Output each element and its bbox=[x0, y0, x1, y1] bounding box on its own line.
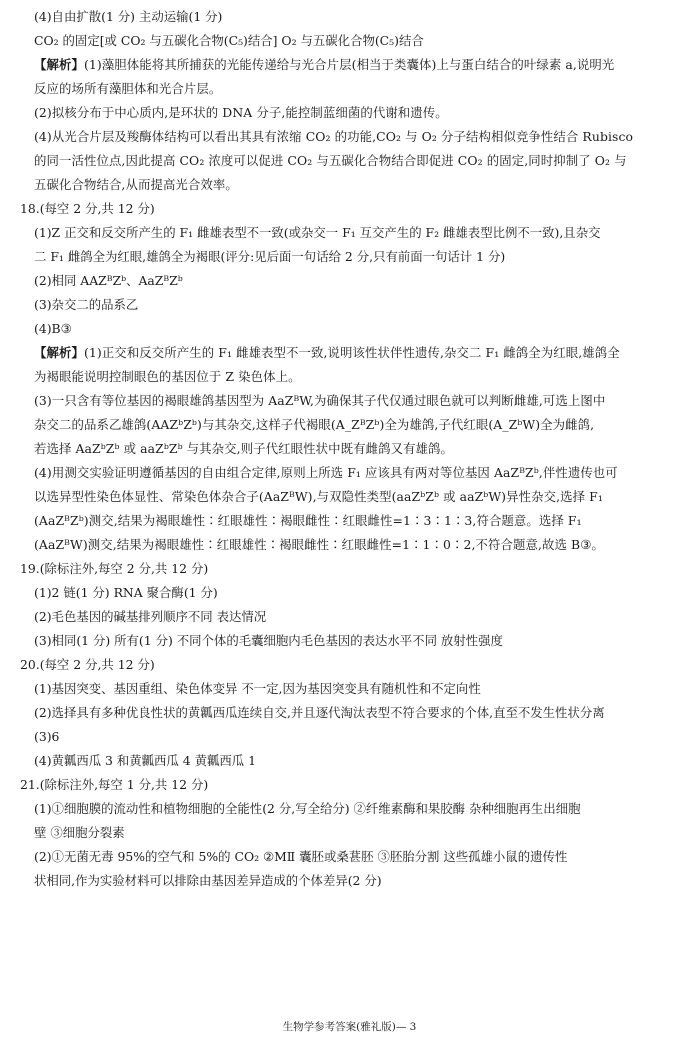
answer-line bbox=[34, 752, 686, 769]
line-text: (2)①无菌无毒 95%的空气和 5%的 CO₂ ②MⅡ 囊胚或桑葚胚 ③胚胎分割 这些孤雄小鼠的遗传性 bbox=[34, 849, 568, 864]
line-text: 21.(除标注外,每空 1 分,共 12 分) bbox=[20, 777, 209, 792]
answer-line bbox=[34, 584, 686, 601]
answer-line bbox=[34, 128, 686, 145]
line-text: (AaZᴮW)测交,结果为褐眼雄性∶红眼雄性∶褐眼雌性∶红眼雌性=1∶1∶0∶2,不符合题意,故选 B③。 bbox=[34, 537, 604, 552]
explanation-label: 【解析】 bbox=[34, 57, 84, 72]
line-text: 杂交二的品系乙雄鸽(AAZᵇZᵇ)与其杂交,这样子代褐眼(A_ZᴮZᵇ)全为雄鸽,子代红眼(A_ZᵇW)全为雌鸽, bbox=[34, 417, 595, 432]
line-text: (1)正交和反交所产生的 F₁ 雌雄表型不一致,说明该性状伴性遗传,杂交二 F₁ 雌鸽全为红眼,雄鸽全 bbox=[83, 345, 620, 360]
line-text: (1)2 链(1 分) RNA 聚合酶(1 分) bbox=[34, 585, 218, 600]
line-text: (1)Z 正交和反交所产生的 F₁ 雌雄表型不一致(或杂交一 F₁ 互交产生的 F₂ 雌雄表型比例不一致),且杂交 bbox=[34, 225, 601, 240]
answer-line bbox=[34, 848, 686, 865]
answer-line bbox=[34, 224, 686, 241]
answer-line bbox=[34, 104, 686, 121]
line-text: 五碳化合物结合,从而提高光合效率。 bbox=[34, 177, 238, 192]
line-text: 19.(除标注外,每空 2 分,共 12 分) bbox=[20, 561, 209, 576]
line-text: (2)相同 AAZᴮZᵇ、AaZᴮZᵇ bbox=[34, 273, 183, 288]
question-heading bbox=[20, 200, 155, 217]
answer-line bbox=[34, 32, 686, 49]
line-text: (3)杂交二的品系乙 bbox=[34, 297, 139, 312]
line-text: (1)①细胞膜的流动性和植物细胞的全能性(2 分,写全给分) ②纤维素酶和果胶酶 杂种细胞再生出细胞 bbox=[34, 801, 581, 816]
line-text: (3)相同(1 分) 所有(1 分) 不同个体的毛囊细胞内毛色基因的表达水平不同 放射性强度 bbox=[34, 633, 503, 648]
question-heading bbox=[20, 776, 208, 793]
line-text: 若选择 AaZᵇZᵇ 或 aaZᵇZᵇ 与其杂交,则子代红眼性状中既有雌鸽又有雄鸽。 bbox=[34, 441, 454, 456]
answer-line bbox=[34, 368, 686, 385]
line-text: 反应的场所有藻胆体和光合片层。 bbox=[34, 81, 222, 96]
line-text: 的同一活性位点,因此提高 CO₂ 浓度可以促进 CO₂ 与五碳化合物结合即促进 CO₂ 的固定,同时抑制了 O₂ 与 bbox=[34, 153, 627, 168]
line-text: 以选异型性染色体显性、常染色体杂合子(AaZᴮW),与双隐性类型(aaZᵇZᵇ 或 aaZᵇW)异性杂交,选择 F₁ bbox=[34, 489, 603, 504]
line-text: (2)选择具有多种优良性状的黄瓤西瓜连续自交,并且逐代淘汰表型不符合要求的个体,直至不发生性状分离 bbox=[34, 705, 605, 720]
line-text: (2)毛色基因的碱基排列顺序不同 表达情况 bbox=[34, 609, 267, 624]
answer-line bbox=[34, 872, 686, 889]
line-text: CO₂ 的固定[或 CO₂ 与五碳化合物(C₅)结合] O₂ 与五碳化合物(C₅)结合 bbox=[34, 33, 424, 48]
line-text: 壁 ③细胞分裂素 bbox=[34, 825, 125, 840]
line-text: (1)藻胆体能将其所捕获的光能传递给与光合片层(相当于类囊体)上与蛋白结合的叶绿素 a,说明光 bbox=[83, 57, 615, 72]
line-text: (1)基因突变、基因重组、染色体变异 不一定,因为基因突变具有随机性和不定向性 bbox=[34, 681, 481, 696]
answer-line bbox=[34, 152, 686, 169]
answer-line bbox=[34, 608, 686, 625]
answer-line bbox=[34, 176, 686, 193]
line-text: 18.(每空 2 分,共 12 分) bbox=[20, 201, 155, 216]
answer-line bbox=[34, 8, 686, 25]
line-text: (4)黄瓤西瓜 3 和黄瓤西瓜 4 黄瓤西瓜 1 bbox=[34, 753, 256, 768]
line-text: (3)一只含有等位基因的褐眼雄鸽基因型为 AaZᴮW,为确保其子代仅通过眼色就可以判断雌雄,可选上图中 bbox=[34, 393, 606, 408]
line-text: (3)6 bbox=[34, 729, 60, 744]
answer-line bbox=[34, 296, 686, 313]
line-text: 二 F₁ 雌鸽全为红眼,雄鸽全为褐眼(评分:见后面一句话给 2 分,只有前面一句话计 1 分) bbox=[34, 249, 506, 264]
page-footer: 生物学参考答案(雅礼版)— 3 bbox=[282, 1021, 417, 1033]
answer-line bbox=[34, 680, 686, 697]
line-text: (4)B③ bbox=[34, 321, 72, 336]
answer-line bbox=[34, 632, 686, 649]
answer-line bbox=[34, 344, 686, 361]
answer-line bbox=[34, 56, 686, 73]
answer-line bbox=[34, 728, 686, 745]
question-heading bbox=[20, 656, 155, 673]
line-text: 20.(每空 2 分,共 12 分) bbox=[20, 657, 155, 672]
line-text: (AaZᴮZᵇ)测交,结果为褐眼雄性∶红眼雄性∶褐眼雌性∶红眼雌性=1∶3∶1∶3,符合题意。选择 F₁ bbox=[34, 513, 582, 528]
line-text: (4)自由扩散(1 分) 主动运输(1 分) bbox=[34, 9, 223, 24]
answer-line bbox=[34, 704, 686, 721]
line-text: (4)从光合片层及羧酶体结构可以看出其具有浓缩 CO₂ 的功能,CO₂ 与 O₂ 分子结构相似竞争性结合 Rubisco bbox=[34, 129, 634, 144]
answer-line bbox=[34, 440, 686, 457]
answer-line bbox=[34, 824, 686, 841]
answer-line bbox=[34, 416, 686, 433]
line-text: 状相同,作为实验材料可以排除由基因差异造成的个体差异(2 分) bbox=[34, 873, 382, 888]
question-heading bbox=[20, 560, 208, 577]
answer-line bbox=[34, 536, 686, 553]
answer-line bbox=[34, 488, 686, 505]
answer-line bbox=[34, 512, 686, 529]
answer-line bbox=[34, 464, 686, 481]
line-text: (4)用测交实验证明遵循基因的自由组合定律,原则上所选 F₁ 应该具有两对等位基因 AaZᴮZᵇ,伴性遗传也可 bbox=[34, 465, 618, 480]
line-text: 为褐眼能说明控制眼色的基因位于 Z 染色体上。 bbox=[34, 369, 301, 384]
answer-line bbox=[34, 80, 686, 97]
explanation-label: 【解析】 bbox=[34, 345, 84, 360]
answer-line bbox=[34, 272, 686, 289]
answer-line bbox=[34, 800, 686, 817]
answer-line bbox=[34, 320, 686, 337]
line-text: (2)拟核分布于中心质内,是环状的 DNA 分子,能控制蓝细菌的代谢和遗传。 bbox=[34, 105, 448, 120]
answer-line bbox=[34, 248, 686, 265]
answer-line bbox=[34, 392, 686, 409]
